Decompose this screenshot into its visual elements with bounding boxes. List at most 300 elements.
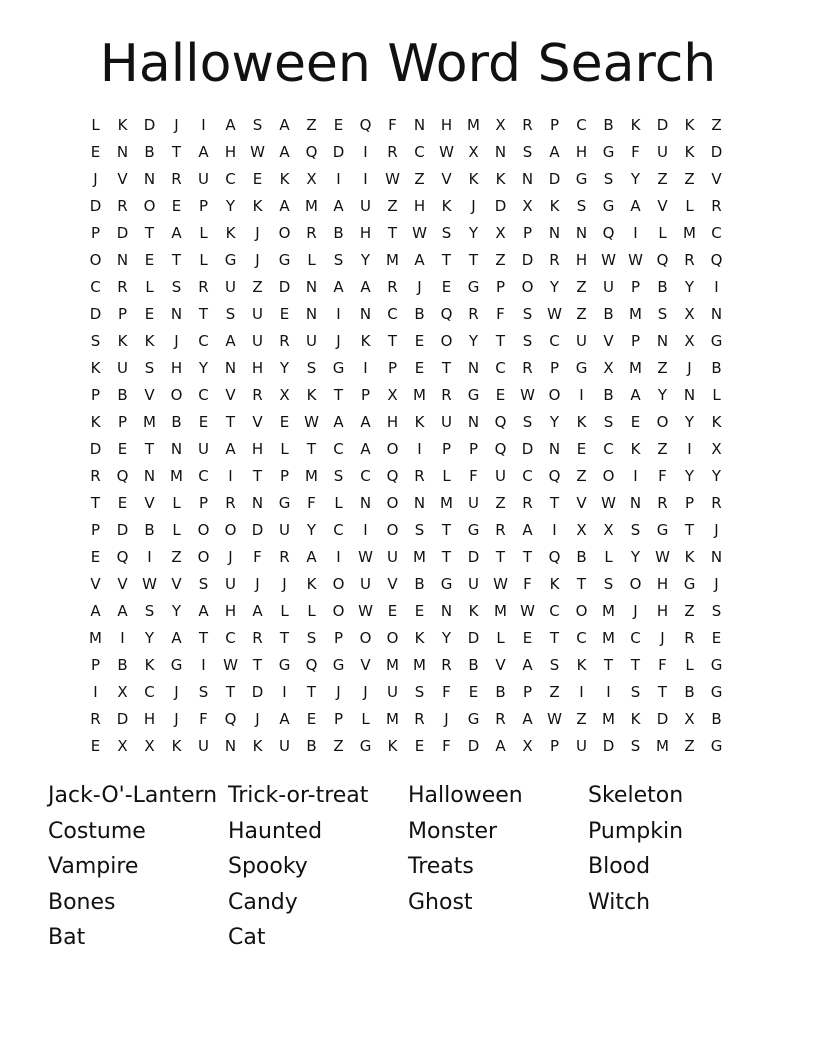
grid-cell[interactable]: N: [548, 440, 561, 458]
grid-cell[interactable]: B: [171, 413, 182, 431]
grid-cell[interactable]: C: [333, 440, 344, 458]
grid-cell[interactable]: E: [576, 440, 587, 458]
grid-cell[interactable]: P: [117, 305, 128, 323]
grid-cell[interactable]: I: [201, 656, 206, 674]
grid-cell[interactable]: Q: [359, 116, 372, 134]
grid-cell[interactable]: S: [576, 197, 587, 215]
grid-cell[interactable]: K: [630, 710, 641, 728]
grid-cell[interactable]: G: [710, 332, 723, 350]
grid-cell[interactable]: K: [414, 629, 425, 647]
grid-cell[interactable]: L: [334, 494, 343, 512]
grid-cell[interactable]: V: [225, 386, 236, 404]
grid-cell[interactable]: I: [201, 116, 206, 134]
grid-cell[interactable]: J: [633, 602, 638, 620]
grid-cell[interactable]: C: [198, 467, 209, 485]
grid-cell[interactable]: D: [278, 278, 291, 296]
grid-cell[interactable]: T: [441, 548, 452, 566]
grid-cell[interactable]: P: [522, 683, 533, 701]
grid-cell[interactable]: C: [360, 467, 371, 485]
grid-cell[interactable]: F: [631, 143, 640, 161]
grid-cell[interactable]: Y: [657, 386, 668, 404]
grid-cell[interactable]: F: [658, 656, 667, 674]
grid-cell[interactable]: P: [333, 710, 344, 728]
grid-cell[interactable]: C: [576, 116, 587, 134]
grid-cell[interactable]: K: [549, 575, 560, 593]
grid-cell[interactable]: I: [336, 170, 341, 188]
grid-cell[interactable]: M: [386, 710, 399, 728]
grid-cell[interactable]: V: [441, 170, 452, 188]
grid-cell[interactable]: C: [198, 332, 209, 350]
grid-cell[interactable]: A: [333, 413, 344, 431]
grid-cell[interactable]: A: [225, 440, 236, 458]
grid-cell[interactable]: J: [174, 683, 179, 701]
grid-cell[interactable]: A: [225, 332, 236, 350]
grid-cell[interactable]: E: [522, 629, 533, 647]
grid-cell[interactable]: O: [197, 521, 210, 539]
grid-cell[interactable]: V: [657, 197, 668, 215]
grid-cell[interactable]: Z: [387, 197, 398, 215]
grid-cell[interactable]: W: [223, 656, 238, 674]
grid-cell[interactable]: A: [279, 710, 290, 728]
grid-cell[interactable]: I: [228, 467, 233, 485]
grid-cell[interactable]: V: [171, 575, 182, 593]
grid-cell[interactable]: F: [253, 548, 262, 566]
grid-cell[interactable]: N: [251, 494, 264, 512]
grid-cell[interactable]: M: [89, 629, 102, 647]
grid-cell[interactable]: H: [413, 197, 426, 215]
grid-cell[interactable]: L: [658, 224, 667, 242]
grid-cell[interactable]: J: [255, 251, 260, 269]
grid-cell[interactable]: P: [549, 116, 560, 134]
grid-cell[interactable]: J: [255, 224, 260, 242]
grid-cell[interactable]: K: [306, 575, 317, 593]
grid-cell[interactable]: A: [225, 116, 236, 134]
grid-cell[interactable]: U: [225, 575, 236, 593]
grid-cell[interactable]: E: [90, 548, 101, 566]
grid-cell[interactable]: R: [549, 251, 560, 269]
grid-cell[interactable]: C: [603, 440, 614, 458]
grid-cell[interactable]: D: [548, 170, 561, 188]
grid-cell[interactable]: R: [279, 548, 290, 566]
grid-cell[interactable]: X: [279, 386, 290, 404]
grid-cell[interactable]: I: [714, 278, 719, 296]
grid-cell[interactable]: P: [279, 467, 290, 485]
grid-cell[interactable]: A: [522, 656, 533, 674]
grid-cell[interactable]: T: [198, 629, 209, 647]
grid-cell[interactable]: K: [684, 116, 695, 134]
grid-cell[interactable]: D: [89, 305, 102, 323]
grid-cell[interactable]: N: [440, 602, 453, 620]
grid-cell[interactable]: A: [360, 278, 371, 296]
grid-cell[interactable]: U: [279, 737, 290, 755]
grid-cell[interactable]: H: [656, 575, 669, 593]
grid-cell[interactable]: Y: [684, 467, 695, 485]
grid-cell[interactable]: Z: [414, 170, 425, 188]
grid-cell[interactable]: X: [576, 521, 587, 539]
grid-cell[interactable]: O: [656, 413, 669, 431]
grid-cell[interactable]: N: [305, 305, 318, 323]
grid-cell[interactable]: L: [496, 629, 505, 647]
grid-cell[interactable]: M: [467, 116, 480, 134]
grid-cell[interactable]: X: [144, 737, 155, 755]
grid-cell[interactable]: R: [711, 494, 722, 512]
grid-cell[interactable]: H: [440, 116, 453, 134]
grid-cell[interactable]: T: [144, 440, 155, 458]
grid-cell[interactable]: F: [307, 494, 316, 512]
grid-cell[interactable]: X: [522, 737, 533, 755]
grid-cell[interactable]: E: [90, 143, 101, 161]
grid-cell[interactable]: H: [170, 359, 183, 377]
grid-cell[interactable]: N: [413, 494, 426, 512]
grid-cell[interactable]: G: [467, 386, 480, 404]
grid-cell[interactable]: D: [467, 629, 480, 647]
grid-cell[interactable]: L: [442, 467, 451, 485]
grid-cell[interactable]: B: [414, 575, 425, 593]
grid-cell[interactable]: N: [548, 224, 561, 242]
grid-cell[interactable]: G: [467, 521, 480, 539]
grid-cell[interactable]: Z: [171, 548, 182, 566]
grid-cell[interactable]: R: [684, 251, 695, 269]
grid-cell[interactable]: K: [495, 170, 506, 188]
grid-cell[interactable]: N: [710, 305, 723, 323]
grid-cell[interactable]: U: [603, 278, 614, 296]
grid-cell[interactable]: G: [575, 170, 588, 188]
grid-cell[interactable]: T: [333, 386, 344, 404]
grid-cell[interactable]: S: [522, 413, 533, 431]
grid-cell[interactable]: R: [441, 656, 452, 674]
grid-cell[interactable]: W: [547, 305, 562, 323]
grid-cell[interactable]: L: [685, 656, 694, 674]
grid-cell[interactable]: D: [251, 683, 264, 701]
grid-cell[interactable]: M: [683, 224, 696, 242]
grid-cell[interactable]: B: [657, 278, 668, 296]
grid-cell[interactable]: U: [441, 413, 452, 431]
grid-cell[interactable]: K: [306, 386, 317, 404]
grid-cell[interactable]: U: [576, 737, 587, 755]
grid-cell[interactable]: I: [579, 386, 584, 404]
grid-cell[interactable]: S: [630, 521, 641, 539]
grid-cell[interactable]: C: [333, 521, 344, 539]
grid-cell[interactable]: L: [145, 278, 154, 296]
grid-cell[interactable]: A: [630, 386, 641, 404]
grid-cell[interactable]: V: [117, 575, 128, 593]
grid-cell[interactable]: U: [198, 737, 209, 755]
grid-cell[interactable]: G: [332, 656, 345, 674]
grid-cell[interactable]: O: [170, 386, 183, 404]
grid-cell[interactable]: Q: [494, 440, 507, 458]
grid-cell[interactable]: T: [576, 575, 587, 593]
grid-cell[interactable]: Z: [684, 737, 695, 755]
grid-cell[interactable]: Y: [711, 467, 722, 485]
grid-cell[interactable]: K: [225, 224, 236, 242]
grid-cell[interactable]: B: [468, 656, 479, 674]
grid-cell[interactable]: P: [117, 413, 128, 431]
grid-cell[interactable]: D: [89, 440, 102, 458]
grid-cell[interactable]: R: [684, 629, 695, 647]
grid-cell[interactable]: Z: [252, 278, 263, 296]
grid-cell[interactable]: A: [333, 278, 344, 296]
grid-cell[interactable]: U: [360, 197, 371, 215]
grid-cell[interactable]: J: [282, 575, 287, 593]
grid-cell[interactable]: F: [496, 305, 505, 323]
grid-cell[interactable]: J: [660, 629, 665, 647]
grid-cell[interactable]: B: [684, 683, 695, 701]
grid-cell[interactable]: P: [90, 521, 101, 539]
grid-cell[interactable]: S: [252, 116, 263, 134]
grid-cell[interactable]: Q: [548, 548, 561, 566]
grid-cell[interactable]: N: [494, 143, 507, 161]
grid-cell[interactable]: I: [579, 683, 584, 701]
grid-cell[interactable]: U: [495, 467, 506, 485]
grid-cell[interactable]: N: [683, 386, 696, 404]
grid-cell[interactable]: Z: [684, 170, 695, 188]
grid-cell[interactable]: R: [90, 467, 101, 485]
grid-cell[interactable]: Y: [630, 548, 641, 566]
grid-cell[interactable]: I: [633, 224, 638, 242]
grid-cell[interactable]: Y: [684, 413, 695, 431]
grid-cell[interactable]: T: [279, 629, 290, 647]
grid-cell[interactable]: K: [279, 170, 290, 188]
grid-cell[interactable]: G: [467, 278, 480, 296]
grid-cell[interactable]: T: [441, 521, 452, 539]
grid-cell[interactable]: Q: [656, 251, 669, 269]
grid-cell[interactable]: G: [467, 710, 480, 728]
grid-cell[interactable]: L: [280, 602, 289, 620]
grid-cell[interactable]: H: [143, 710, 156, 728]
grid-cell[interactable]: Y: [549, 278, 560, 296]
grid-cell[interactable]: D: [656, 116, 669, 134]
grid-cell[interactable]: L: [604, 548, 613, 566]
grid-cell[interactable]: O: [548, 386, 561, 404]
grid-cell[interactable]: E: [414, 332, 425, 350]
grid-cell[interactable]: U: [198, 440, 209, 458]
grid-cell[interactable]: I: [363, 359, 368, 377]
grid-cell[interactable]: Q: [494, 413, 507, 431]
grid-cell[interactable]: B: [603, 386, 614, 404]
grid-cell[interactable]: U: [387, 548, 398, 566]
grid-cell[interactable]: X: [711, 440, 722, 458]
grid-cell[interactable]: T: [387, 332, 398, 350]
grid-cell[interactable]: A: [495, 737, 506, 755]
grid-cell[interactable]: G: [602, 143, 615, 161]
grid-cell[interactable]: I: [606, 683, 611, 701]
grid-cell[interactable]: M: [386, 251, 399, 269]
grid-cell[interactable]: I: [336, 305, 341, 323]
grid-cell[interactable]: N: [359, 494, 372, 512]
grid-cell[interactable]: T: [171, 143, 182, 161]
grid-cell[interactable]: Q: [602, 224, 615, 242]
grid-cell[interactable]: R: [387, 143, 398, 161]
grid-cell[interactable]: W: [601, 251, 616, 269]
grid-cell[interactable]: V: [603, 332, 614, 350]
grid-cell[interactable]: Z: [657, 359, 668, 377]
grid-cell[interactable]: W: [655, 548, 670, 566]
grid-cell[interactable]: B: [333, 224, 344, 242]
grid-cell[interactable]: J: [174, 710, 179, 728]
grid-cell[interactable]: J: [174, 332, 179, 350]
grid-cell[interactable]: A: [198, 143, 209, 161]
grid-cell[interactable]: S: [657, 305, 668, 323]
grid-cell[interactable]: M: [494, 602, 507, 620]
grid-cell[interactable]: F: [469, 467, 478, 485]
grid-cell[interactable]: O: [332, 575, 345, 593]
grid-cell[interactable]: Y: [468, 332, 479, 350]
grid-cell[interactable]: K: [387, 737, 398, 755]
grid-cell[interactable]: T: [549, 629, 560, 647]
grid-cell[interactable]: O: [224, 521, 237, 539]
grid-cell[interactable]: G: [710, 737, 723, 755]
grid-cell[interactable]: Y: [144, 629, 155, 647]
grid-cell[interactable]: B: [306, 737, 317, 755]
grid-cell[interactable]: J: [93, 170, 98, 188]
grid-cell[interactable]: S: [522, 143, 533, 161]
grid-cell[interactable]: T: [171, 251, 182, 269]
grid-cell[interactable]: D: [89, 197, 102, 215]
grid-cell[interactable]: K: [90, 359, 101, 377]
grid-cell[interactable]: U: [468, 494, 479, 512]
grid-cell[interactable]: A: [171, 629, 182, 647]
grid-cell[interactable]: H: [386, 413, 399, 431]
grid-cell[interactable]: R: [657, 494, 668, 512]
grid-cell[interactable]: G: [278, 656, 291, 674]
grid-cell[interactable]: N: [170, 305, 183, 323]
grid-cell[interactable]: R: [117, 197, 128, 215]
grid-cell[interactable]: J: [714, 575, 719, 593]
grid-cell[interactable]: U: [468, 575, 479, 593]
grid-cell[interactable]: U: [360, 575, 371, 593]
grid-cell[interactable]: U: [252, 305, 263, 323]
grid-cell[interactable]: R: [522, 359, 533, 377]
grid-cell[interactable]: G: [332, 359, 345, 377]
grid-cell[interactable]: D: [710, 143, 723, 161]
grid-cell[interactable]: C: [549, 332, 560, 350]
grid-cell[interactable]: S: [144, 602, 155, 620]
grid-cell[interactable]: V: [144, 494, 155, 512]
grid-cell[interactable]: T: [522, 548, 533, 566]
grid-cell[interactable]: T: [495, 332, 506, 350]
grid-cell[interactable]: Q: [440, 305, 453, 323]
grid-cell[interactable]: Y: [171, 602, 182, 620]
grid-cell[interactable]: E: [198, 413, 209, 431]
grid-cell[interactable]: H: [575, 143, 588, 161]
grid-cell[interactable]: X: [468, 143, 479, 161]
grid-cell[interactable]: K: [90, 413, 101, 431]
grid-cell[interactable]: E: [333, 116, 344, 134]
grid-cell[interactable]: Z: [576, 467, 587, 485]
grid-cell[interactable]: W: [520, 386, 535, 404]
grid-cell[interactable]: B: [117, 656, 128, 674]
grid-cell[interactable]: F: [199, 710, 208, 728]
grid-cell[interactable]: L: [172, 521, 181, 539]
grid-cell[interactable]: A: [630, 197, 641, 215]
grid-cell[interactable]: N: [521, 170, 534, 188]
grid-cell[interactable]: U: [657, 143, 668, 161]
grid-cell[interactable]: B: [603, 305, 614, 323]
grid-cell[interactable]: N: [413, 116, 426, 134]
grid-cell[interactable]: X: [117, 737, 128, 755]
grid-cell[interactable]: Y: [279, 359, 290, 377]
grid-cell[interactable]: P: [90, 224, 101, 242]
grid-cell[interactable]: H: [575, 251, 588, 269]
grid-cell[interactable]: E: [252, 170, 263, 188]
grid-cell[interactable]: Q: [116, 548, 129, 566]
grid-cell[interactable]: C: [144, 683, 155, 701]
grid-cell[interactable]: N: [575, 224, 588, 242]
grid-cell[interactable]: A: [171, 224, 182, 242]
grid-cell[interactable]: Z: [576, 710, 587, 728]
grid-cell[interactable]: C: [387, 305, 398, 323]
grid-cell[interactable]: W: [493, 575, 508, 593]
grid-cell[interactable]: E: [306, 710, 317, 728]
grid-cell[interactable]: I: [633, 467, 638, 485]
grid-cell[interactable]: K: [549, 197, 560, 215]
grid-cell[interactable]: W: [304, 413, 319, 431]
grid-cell[interactable]: A: [306, 548, 317, 566]
grid-cell[interactable]: E: [711, 629, 722, 647]
grid-cell[interactable]: S: [522, 305, 533, 323]
grid-cell[interactable]: W: [439, 143, 454, 161]
grid-cell[interactable]: S: [414, 521, 425, 539]
grid-cell[interactable]: M: [629, 359, 642, 377]
grid-cell[interactable]: R: [711, 197, 722, 215]
grid-cell[interactable]: I: [282, 683, 287, 701]
grid-cell[interactable]: O: [629, 575, 642, 593]
grid-cell[interactable]: I: [147, 548, 152, 566]
grid-cell[interactable]: O: [386, 494, 399, 512]
grid-cell[interactable]: E: [117, 440, 128, 458]
grid-cell[interactable]: N: [305, 278, 318, 296]
grid-cell[interactable]: N: [116, 143, 129, 161]
grid-cell[interactable]: P: [684, 494, 695, 512]
grid-cell[interactable]: F: [442, 737, 451, 755]
grid-cell[interactable]: I: [93, 683, 98, 701]
grid-cell[interactable]: T: [306, 683, 317, 701]
grid-cell[interactable]: S: [333, 251, 344, 269]
grid-cell[interactable]: P: [333, 629, 344, 647]
grid-cell[interactable]: B: [144, 143, 155, 161]
grid-cell[interactable]: A: [279, 116, 290, 134]
grid-cell[interactable]: D: [116, 710, 129, 728]
grid-cell[interactable]: A: [549, 143, 560, 161]
grid-cell[interactable]: M: [440, 494, 453, 512]
grid-cell[interactable]: G: [359, 737, 372, 755]
grid-cell[interactable]: Q: [305, 656, 318, 674]
grid-cell[interactable]: B: [495, 683, 506, 701]
grid-cell[interactable]: S: [603, 170, 614, 188]
grid-cell[interactable]: V: [144, 386, 155, 404]
grid-cell[interactable]: Z: [495, 494, 506, 512]
grid-cell[interactable]: X: [684, 305, 695, 323]
grid-cell[interactable]: A: [117, 602, 128, 620]
grid-cell[interactable]: K: [144, 332, 155, 350]
grid-cell[interactable]: T: [441, 251, 452, 269]
grid-cell[interactable]: E: [279, 305, 290, 323]
grid-cell[interactable]: Y: [360, 251, 371, 269]
grid-cell[interactable]: S: [603, 413, 614, 431]
grid-cell[interactable]: T: [90, 494, 101, 512]
grid-cell[interactable]: G: [278, 494, 291, 512]
grid-cell[interactable]: W: [628, 251, 643, 269]
grid-cell[interactable]: P: [198, 197, 209, 215]
grid-cell[interactable]: K: [684, 548, 695, 566]
grid-cell[interactable]: L: [685, 197, 694, 215]
grid-cell[interactable]: X: [684, 332, 695, 350]
grid-cell[interactable]: I: [552, 521, 557, 539]
grid-cell[interactable]: D: [521, 251, 534, 269]
grid-cell[interactable]: J: [714, 521, 719, 539]
grid-cell[interactable]: S: [333, 467, 344, 485]
grid-cell[interactable]: Q: [305, 143, 318, 161]
